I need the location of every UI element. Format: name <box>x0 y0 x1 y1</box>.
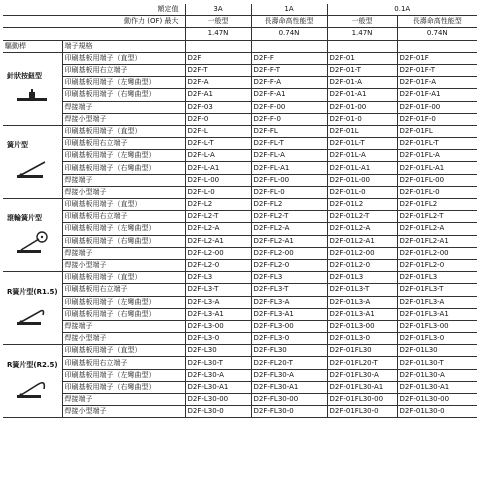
table-row <box>3 272 477 284</box>
header-row-rating <box>3 4 477 16</box>
model-1a-long-life-cell: D2F-FL30-A <box>251 369 327 381</box>
model-01a-standard-cell: D2F-01FL30-A <box>327 369 397 381</box>
model-01a-standard-cell: D2F-01L3-0 <box>327 333 397 345</box>
table-row <box>3 211 477 223</box>
force-value-2: 0.74N <box>251 28 327 40</box>
model-3a-standard-cell: D2F-L-A1 <box>185 162 251 174</box>
model-1a-long-life-cell: D2F-FL30 <box>251 345 327 357</box>
model-1a-long-life-cell: D2F-FL2 <box>251 199 327 211</box>
table-row <box>3 345 477 357</box>
table-row <box>3 150 477 162</box>
model-01a-long-life-cell: D2F-01F-A <box>397 77 477 89</box>
model-3a-standard-cell: D2F-L2-A1 <box>185 235 251 247</box>
model-3a-standard-cell: D2F-L3 <box>185 272 251 284</box>
model-1a-long-life-cell: D2F-FL2-A1 <box>251 235 327 247</box>
model-01a-standard-cell: D2F-01FL30 <box>327 345 397 357</box>
force-value-3: 1.47N <box>327 28 397 40</box>
model-01a-long-life-cell: D2F-01FL2-A1 <box>397 235 477 247</box>
type-standard-1: 一般型 <box>185 16 251 28</box>
model-01a-long-life-cell: D2F-01FL-T <box>397 138 477 150</box>
model-3a-standard-cell: D2F-L-T <box>185 138 251 150</box>
actuator-group-cell <box>3 52 62 125</box>
table-row <box>3 394 477 406</box>
model-3a-standard-cell: D2F-0 <box>185 113 251 125</box>
model-01a-long-life-cell: D2F-01L30-A1 <box>397 381 477 393</box>
model-01a-long-life-cell: D2F-01FL2 <box>397 199 477 211</box>
model-3a-standard-cell: D2F-L30-A <box>185 369 251 381</box>
header-row-force <box>3 16 477 28</box>
model-1a-long-life-cell: D2F-FL20-T <box>251 357 327 369</box>
model-1a-long-life-cell: D2F-F-T <box>251 64 327 76</box>
model-01a-long-life-cell: D2F-01FL3 <box>397 272 477 284</box>
model-3a-standard-cell: D2F-L2-00 <box>185 247 251 259</box>
model-1a-long-life-cell: D2F-FL-00 <box>251 174 327 186</box>
model-01a-standard-cell: D2F-01L3-A1 <box>327 308 397 320</box>
model-1a-long-life-cell: D2F-F-00 <box>251 101 327 113</box>
model-1a-long-life-cell: D2F-F-A <box>251 77 327 89</box>
terminal-type-cell: 印刷基板用端子（直型） <box>62 345 185 357</box>
force-value-1: 1.47N <box>185 28 251 40</box>
table-row <box>3 199 477 211</box>
model-01a-standard-cell: D2F-01L3-00 <box>327 320 397 332</box>
terminal-type-cell: 焊接小型端子 <box>62 406 185 418</box>
model-01a-standard-cell: D2F-01-00 <box>327 101 397 113</box>
model-1a-long-life-cell: D2F-FL3-00 <box>251 320 327 332</box>
model-01a-long-life-cell: D2F-01FL3-T <box>397 284 477 296</box>
table-row <box>3 125 477 137</box>
model-01a-standard-cell: D2F-01FL20-T <box>327 357 397 369</box>
table-row <box>3 89 477 101</box>
terminal-type-cell: 印刷基板用端子（左彎曲型） <box>62 369 185 381</box>
table-row <box>3 381 477 393</box>
model-01a-standard-cell: D2F-01-T <box>327 64 397 76</box>
model-01a-standard-cell: D2F-01L-A <box>327 150 397 162</box>
table-row <box>3 259 477 271</box>
table-row <box>3 235 477 247</box>
model-3a-standard-cell: D2F-L2-T <box>185 211 251 223</box>
model-3a-standard-cell: D2F-L30-00 <box>185 394 251 406</box>
model-01a-long-life-cell: D2F-01FL2-A <box>397 223 477 235</box>
actuator-name: 滾輪簧片型 <box>7 213 42 222</box>
model-3a-standard-cell: D2F-L-0 <box>185 186 251 198</box>
model-01a-standard-cell: D2F-01-0 <box>327 113 397 125</box>
model-3a-standard-cell: D2F-A1 <box>185 89 251 101</box>
model-3a-standard-cell: D2F-L3-0 <box>185 333 251 345</box>
simulated-roller-lever-r15-icon <box>5 304 60 330</box>
type-long-life-1: 長壽命高性能型 <box>251 16 327 28</box>
model-3a-standard-cell: D2F-L2 <box>185 199 251 211</box>
blank-cell <box>251 40 327 52</box>
terminal-type-cell: 印刷基板用端子（左彎曲型） <box>62 150 185 162</box>
model-01a-standard-cell: D2F-01L2-0 <box>327 259 397 271</box>
model-01a-long-life-cell: D2F-01FL3-00 <box>397 320 477 332</box>
terminal-type-cell: 印刷基板用端子（左彎曲型） <box>62 77 185 89</box>
model-01a-standard-cell: D2F-01L3-A <box>327 296 397 308</box>
terminal-type-cell: 焊接端子 <box>62 394 185 406</box>
table-row <box>3 247 477 259</box>
rating-01a: 0.1A <box>327 4 477 16</box>
type-long-life-2: 長壽命高性能型 <box>397 16 477 28</box>
model-01a-standard-cell: D2F-01L2-A1 <box>327 235 397 247</box>
model-01a-long-life-cell: D2F-01FL2-T <box>397 211 477 223</box>
model-3a-standard-cell: D2F-A <box>185 77 251 89</box>
model-1a-long-life-cell: D2F-FL3-0 <box>251 333 327 345</box>
model-3a-standard-cell: D2F-L3-A1 <box>185 308 251 320</box>
terminal-type-cell: 焊接端子 <box>62 247 185 259</box>
model-01a-long-life-cell: D2F-01L30-A <box>397 369 477 381</box>
terminal-type-cell: 印刷基板用端子（右彎曲型） <box>62 89 185 101</box>
model-01a-standard-cell: D2F-01L3-T <box>327 284 397 296</box>
table-row <box>3 369 477 381</box>
model-01a-long-life-cell: D2F-01FL3-A1 <box>397 308 477 320</box>
table-row <box>3 308 477 320</box>
table-row <box>3 77 477 89</box>
model-01a-long-life-cell: D2F-01F-0 <box>397 113 477 125</box>
terminal-type-cell: 印刷基板用端子（左彎曲型） <box>62 223 185 235</box>
terminal-type-cell: 焊接小型端子 <box>62 333 185 345</box>
blank-cell <box>327 40 397 52</box>
model-01a-long-life-cell: D2F-01FL-A <box>397 150 477 162</box>
model-1a-long-life-cell: D2F-FL-A1 <box>251 162 327 174</box>
model-01a-standard-cell: D2F-01FL30-0 <box>327 406 397 418</box>
model-1a-long-life-cell: D2F-FL3-A1 <box>251 308 327 320</box>
model-number-table-sheet <box>3 4 477 474</box>
actuator-group-cell <box>3 125 62 198</box>
table-row <box>3 174 477 186</box>
model-3a-standard-cell: D2F-T <box>185 64 251 76</box>
model-01a-long-life-cell: D2F-01F-00 <box>397 101 477 113</box>
model-01a-standard-cell: D2F-01FL30-00 <box>327 394 397 406</box>
terminal-type-cell: 印刷基板用端子（直型） <box>62 199 185 211</box>
model-3a-standard-cell: D2F-L-A <box>185 150 251 162</box>
model-1a-long-life-cell: D2F-F <box>251 52 327 64</box>
header-blank <box>3 28 185 40</box>
model-01a-standard-cell: D2F-01L2-A <box>327 223 397 235</box>
model-01a-standard-cell: D2F-01L2-00 <box>327 247 397 259</box>
model-1a-long-life-cell: D2F-FL2-A <box>251 223 327 235</box>
model-01a-long-life-cell: D2F-01L30-T <box>397 357 477 369</box>
rating-label: 額定值 <box>3 4 185 16</box>
table-row <box>3 162 477 174</box>
terminal-type-cell: 印刷基板用端子（右彎曲型） <box>62 308 185 320</box>
model-01a-standard-cell: D2F-01L-0 <box>327 186 397 198</box>
model-01a-standard-cell: D2F-01-A <box>327 77 397 89</box>
terminal-type-cell: 印刷基板用端子（右彎曲型） <box>62 162 185 174</box>
table-row <box>3 223 477 235</box>
actuator-name: R簧片型(R2.5) <box>7 360 58 369</box>
model-3a-standard-cell: D2F-L30-0 <box>185 406 251 418</box>
table-row <box>3 138 477 150</box>
header-row-columns <box>3 40 477 52</box>
model-1a-long-life-cell: D2F-FL-A <box>251 150 327 162</box>
model-01a-standard-cell: D2F-01L2 <box>327 199 397 211</box>
model-01a-standard-cell: D2F-01L3 <box>327 272 397 284</box>
model-01a-standard-cell: D2F-01L-00 <box>327 174 397 186</box>
model-01a-standard-cell: D2F-01-A1 <box>327 89 397 101</box>
terminal-type-cell: 焊接端子 <box>62 101 185 113</box>
model-01a-long-life-cell: D2F-01L30-0 <box>397 406 477 418</box>
terminal-type-cell: 印刷基板用右立端子 <box>62 138 185 150</box>
model-3a-standard-cell: D2F-L3-A <box>185 296 251 308</box>
actuator-group-cell <box>3 345 62 418</box>
model-1a-long-life-cell: D2F-FL-T <box>251 138 327 150</box>
model-1a-long-life-cell: D2F-FL <box>251 125 327 137</box>
model-3a-standard-cell: D2F-L30-T <box>185 357 251 369</box>
model-3a-standard-cell: D2F-L30-A1 <box>185 381 251 393</box>
model-01a-long-life-cell: D2F-01FL2-0 <box>397 259 477 271</box>
model-01a-standard-cell: D2F-01L <box>327 125 397 137</box>
model-1a-long-life-cell: D2F-F-A1 <box>251 89 327 101</box>
terminal-type-cell: 印刷基板用端子（直型） <box>62 52 185 64</box>
roller-lever-icon <box>5 230 60 258</box>
model-01a-standard-cell: D2F-01L-A1 <box>327 162 397 174</box>
model-01a-long-life-cell: D2F-01L30-00 <box>397 394 477 406</box>
model-01a-long-life-cell: D2F-01L30 <box>397 345 477 357</box>
terminal-type-cell: 印刷基板用端子（右彎曲型） <box>62 381 185 393</box>
model-3a-standard-cell: D2F-03 <box>185 101 251 113</box>
terminal-column-header: 端子規格 <box>62 40 185 52</box>
table-row <box>3 52 477 64</box>
model-01a-long-life-cell: D2F-01FL3-A <box>397 296 477 308</box>
terminal-type-cell: 印刷基板用端子（右彎曲型） <box>62 235 185 247</box>
model-3a-standard-cell: D2F-L2-A <box>185 223 251 235</box>
model-3a-standard-cell: D2F-L <box>185 125 251 137</box>
rating-1a: 1A <box>251 4 327 16</box>
operating-force-label: 動作力 (OF) 最大 <box>3 16 185 28</box>
model-1a-long-life-cell: D2F-FL2-T <box>251 211 327 223</box>
model-1a-long-life-cell: D2F-FL2-00 <box>251 247 327 259</box>
model-01a-long-life-cell: D2F-01FL2-00 <box>397 247 477 259</box>
terminal-type-cell: 印刷基板用右立端子 <box>62 284 185 296</box>
model-3a-standard-cell: D2F-L2-0 <box>185 259 251 271</box>
table-row <box>3 333 477 345</box>
model-1a-long-life-cell: D2F-FL3-T <box>251 284 327 296</box>
model-01a-long-life-cell: D2F-01FL-0 <box>397 186 477 198</box>
terminal-type-cell: 焊接端子 <box>62 174 185 186</box>
terminal-type-cell: 印刷基板用端子（直型） <box>62 125 185 137</box>
simulated-roller-lever-r25-icon <box>5 377 60 403</box>
model-3a-standard-cell: D2F-L-00 <box>185 174 251 186</box>
model-3a-standard-cell: D2F <box>185 52 251 64</box>
terminal-type-cell: 印刷基板用右立端子 <box>62 64 185 76</box>
model-1a-long-life-cell: D2F-FL3-A <box>251 296 327 308</box>
actuator-column-header: 驅動桿 <box>3 40 62 52</box>
actuator-name: 針狀按鈕型 <box>7 72 42 81</box>
terminal-type-cell: 焊接小型端子 <box>62 113 185 125</box>
model-01a-long-life-cell: D2F-01F-T <box>397 64 477 76</box>
model-1a-long-life-cell: D2F-FL2-0 <box>251 259 327 271</box>
blank-cell <box>397 40 477 52</box>
model-1a-long-life-cell: D2F-F-0 <box>251 113 327 125</box>
terminal-type-cell: 焊接小型端子 <box>62 186 185 198</box>
type-standard-2: 一般型 <box>327 16 397 28</box>
terminal-type-cell: 印刷基板用右立端子 <box>62 211 185 223</box>
actuator-name: R簧片型(R1.5) <box>7 287 58 296</box>
force-value-4: 0.74N <box>397 28 477 40</box>
model-01a-standard-cell: D2F-01L-T <box>327 138 397 150</box>
table-row <box>3 320 477 332</box>
model-3a-standard-cell: D2F-L30 <box>185 345 251 357</box>
model-01a-standard-cell: D2F-01L2-T <box>327 211 397 223</box>
table-row <box>3 64 477 76</box>
pin-plunger-icon <box>5 88 60 106</box>
model-3a-standard-cell: D2F-L3-00 <box>185 320 251 332</box>
model-1a-long-life-cell: D2F-FL3 <box>251 272 327 284</box>
model-01a-standard-cell: D2F-01FL30-A1 <box>327 381 397 393</box>
terminal-type-cell: 印刷基板用端子（左彎曲型） <box>62 296 185 308</box>
table-row <box>3 406 477 418</box>
model-01a-long-life-cell: D2F-01FL-00 <box>397 174 477 186</box>
terminal-type-cell: 焊接端子 <box>62 320 185 332</box>
model-01a-long-life-cell: D2F-01FL-A1 <box>397 162 477 174</box>
table-row <box>3 113 477 125</box>
model-number-table <box>3 4 477 418</box>
model-1a-long-life-cell: D2F-FL30-0 <box>251 406 327 418</box>
terminal-type-cell: 印刷基板用端子（直型） <box>62 272 185 284</box>
model-01a-long-life-cell: D2F-01F <box>397 52 477 64</box>
table-row <box>3 101 477 113</box>
table-row <box>3 357 477 369</box>
model-1a-long-life-cell: D2F-FL-0 <box>251 186 327 198</box>
actuator-group-cell <box>3 272 62 345</box>
model-01a-long-life-cell: D2F-01F-A1 <box>397 89 477 101</box>
terminal-type-cell: 印刷基板用右立端子 <box>62 357 185 369</box>
hinge-lever-icon <box>5 157 60 183</box>
rating-3a: 3A <box>185 4 251 16</box>
model-3a-standard-cell: D2F-L3-T <box>185 284 251 296</box>
actuator-name: 簧片型 <box>7 141 28 150</box>
model-01a-standard-cell: D2F-01 <box>327 52 397 64</box>
actuator-group-cell <box>3 199 62 272</box>
model-01a-long-life-cell: D2F-01FL3-0 <box>397 333 477 345</box>
table-row <box>3 284 477 296</box>
table-row <box>3 296 477 308</box>
model-1a-long-life-cell: D2F-FL30-A1 <box>251 381 327 393</box>
header-row-newtons <box>3 28 477 40</box>
blank-cell <box>185 40 251 52</box>
table-row <box>3 186 477 198</box>
model-1a-long-life-cell: D2F-FL30-00 <box>251 394 327 406</box>
terminal-type-cell: 焊接小型端子 <box>62 259 185 271</box>
model-01a-long-life-cell: D2F-01FL <box>397 125 477 137</box>
